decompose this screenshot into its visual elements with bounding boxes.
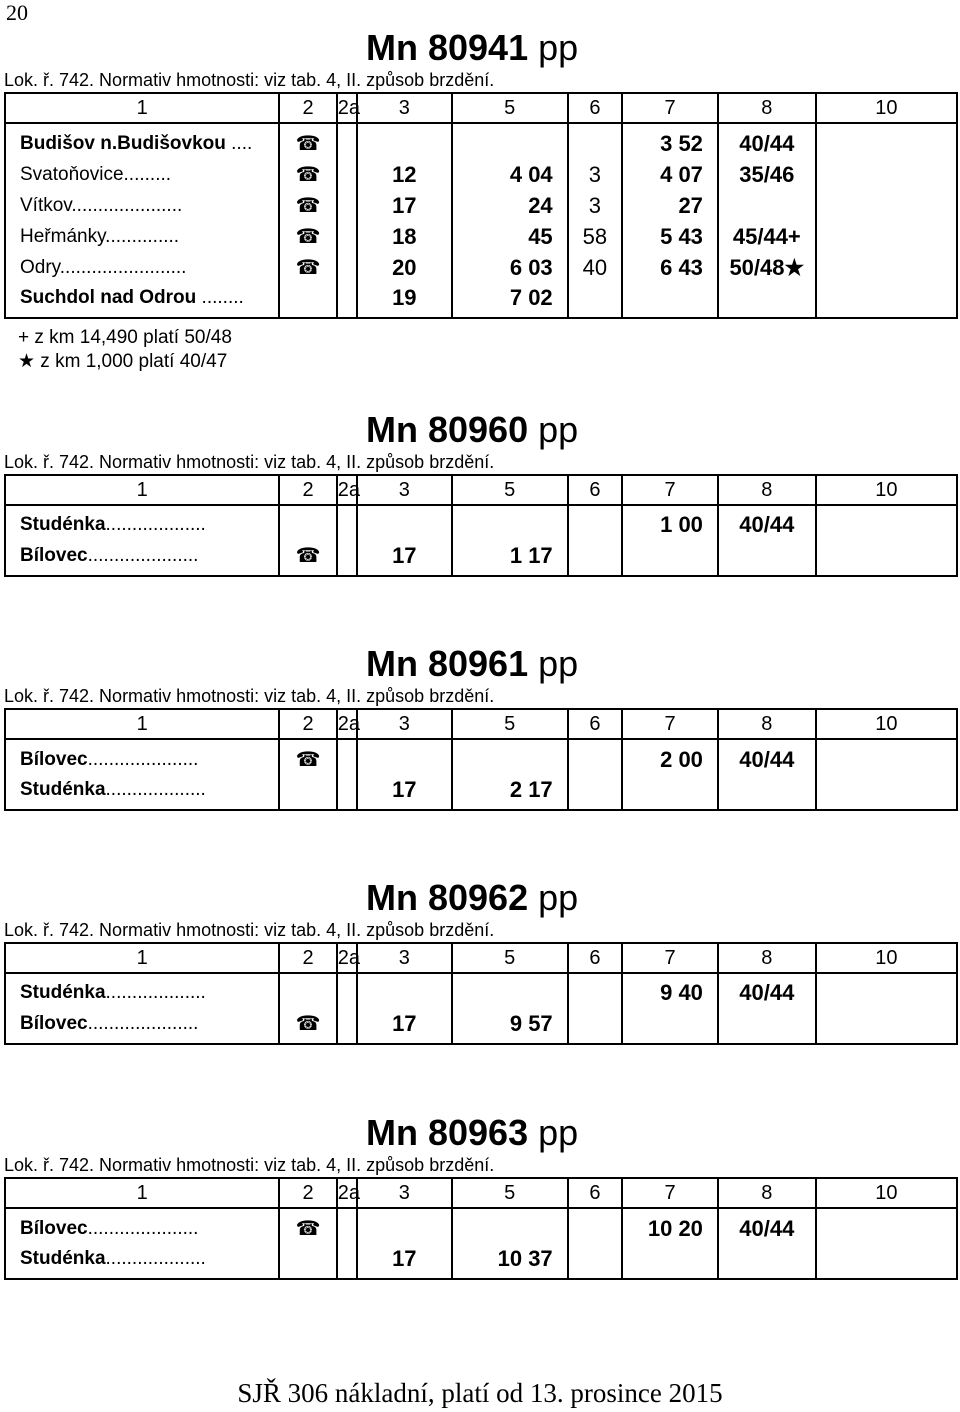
arrival-cell: 45 <box>452 221 568 252</box>
station-name: Odry <box>20 256 60 278</box>
col-2a-cell <box>337 973 357 1008</box>
train-title <box>366 644 578 684</box>
column-header: 2 <box>279 1178 336 1208</box>
train-number: Mn 80941 <box>366 27 529 68</box>
telephone-icon: ☎ <box>295 749 321 771</box>
station-cell <box>5 159 279 190</box>
arrival-cell: 9 57 <box>452 1008 568 1044</box>
col-10-cell <box>816 221 957 252</box>
departure-cell <box>622 283 718 318</box>
col-10-cell <box>816 540 957 576</box>
telephone-icon: ☎ <box>295 226 321 248</box>
timetable-table <box>4 92 958 319</box>
train-number: Mn 80961 <box>366 643 529 684</box>
column-header: 10 <box>816 709 957 739</box>
distance-cell: 20 <box>357 252 452 283</box>
phone-cell <box>279 221 336 252</box>
column-header: 2 <box>279 93 336 123</box>
arrival-cell: 1 17 <box>452 540 568 576</box>
station-name: Bílovec <box>20 1012 88 1034</box>
station-cell <box>5 252 279 283</box>
station-dots: ..................... <box>71 194 183 216</box>
table-row <box>5 221 957 252</box>
col-2a-cell <box>337 221 357 252</box>
col-10-cell <box>816 775 957 810</box>
table-row <box>5 123 957 159</box>
column-header: 6 <box>568 943 622 973</box>
speed-cell: 35/46 <box>718 159 816 190</box>
train-title <box>366 410 578 450</box>
table-row <box>5 973 957 1008</box>
station-name: Studénka <box>20 779 106 800</box>
column-header: 2a <box>337 1178 357 1208</box>
column-header: 7 <box>622 709 718 739</box>
telephone-icon: ☎ <box>295 1218 321 1240</box>
train-title <box>366 28 578 68</box>
arrival-cell <box>452 973 568 1008</box>
speed-cell: 40/44 <box>718 739 816 775</box>
station-cell <box>5 505 279 540</box>
column-header: 5 <box>452 93 568 123</box>
column-header: 2a <box>337 475 357 505</box>
station-dots: ................... <box>105 779 206 800</box>
arrival-cell <box>452 739 568 775</box>
speed-cell: 40/44 <box>718 1208 816 1244</box>
train-subtitle: Lok. ř. 742. Normativ hmotnosti: viz tab. 4, II. způsob brzdění. <box>4 452 495 472</box>
column-header: 7 <box>622 1178 718 1208</box>
col-10-cell <box>816 1008 957 1044</box>
telephone-icon: ☎ <box>295 195 321 217</box>
departure-cell: 3 52 <box>622 123 718 159</box>
stop-cell <box>568 283 622 318</box>
col-10-cell <box>816 123 957 159</box>
col-2a-cell <box>337 775 357 810</box>
column-header: 1 <box>5 93 279 123</box>
column-header: 2a <box>337 93 357 123</box>
phone-cell <box>279 505 336 540</box>
table-row <box>5 505 957 540</box>
station-cell <box>5 190 279 221</box>
station-cell <box>5 775 279 810</box>
col-2a-cell <box>337 190 357 221</box>
col-10-cell <box>816 283 957 318</box>
train-subtitle: Lok. ř. 742. Normativ hmotnosti: viz tab. 4, II. způsob brzdění. <box>4 70 495 90</box>
speed-cell: 40/44 <box>718 505 816 540</box>
col-2a-cell <box>337 540 357 576</box>
stop-cell <box>568 775 622 810</box>
timetable-table <box>4 474 958 577</box>
departure-cell: 1 00 <box>622 505 718 540</box>
col-10-cell <box>816 1208 957 1244</box>
column-header: 1 <box>5 475 279 505</box>
distance-cell: 12 <box>357 159 452 190</box>
train-suffix: pp <box>528 1112 579 1153</box>
column-header: 3 <box>357 709 452 739</box>
stop-cell: 58 <box>568 221 622 252</box>
station-cell <box>5 540 279 576</box>
station-dots: .... <box>225 132 253 154</box>
table-row <box>5 190 957 221</box>
col-2a-cell <box>337 283 357 318</box>
col-10-cell <box>816 159 957 190</box>
station-cell <box>5 1244 279 1279</box>
station-dots: ..................... <box>87 544 199 566</box>
telephone-icon: ☎ <box>295 1013 321 1035</box>
column-header: 7 <box>622 475 718 505</box>
column-header: 6 <box>568 475 622 505</box>
stop-cell: 40 <box>568 252 622 283</box>
column-header: 2 <box>279 475 336 505</box>
train-suffix: pp <box>528 27 579 68</box>
arrival-cell: 7 02 <box>452 283 568 318</box>
departure-cell <box>622 1244 718 1279</box>
column-header: 1 <box>5 709 279 739</box>
station-dots: ..................... <box>87 1012 199 1034</box>
station-cell <box>5 283 279 318</box>
speed-cell: 40/44 <box>718 973 816 1008</box>
col-10-cell <box>816 252 957 283</box>
telephone-icon: ☎ <box>295 133 321 155</box>
stop-cell <box>568 123 622 159</box>
distance-cell <box>357 973 452 1008</box>
table-row <box>5 775 957 810</box>
station-name: Bílovec <box>20 748 88 770</box>
stop-cell <box>568 739 622 775</box>
station-name: Suchdol nad Odrou <box>20 287 197 308</box>
train-subtitle: Lok. ř. 742. Normativ hmotnosti: viz tab. 4, II. způsob brzdění. <box>4 686 495 706</box>
stop-cell <box>568 1008 622 1044</box>
column-header: 8 <box>718 943 816 973</box>
speed-cell: 40/44 <box>718 123 816 159</box>
station-cell <box>5 973 279 1008</box>
col-2a-cell <box>337 1208 357 1244</box>
station-dots: .............. <box>105 225 180 247</box>
stop-cell <box>568 1244 622 1279</box>
table-row <box>5 283 957 318</box>
departure-cell <box>622 1008 718 1044</box>
station-dots: ................... <box>105 1248 206 1269</box>
station-dots: ................... <box>105 514 206 535</box>
table-row <box>5 1208 957 1244</box>
train-number: Mn 80963 <box>366 1112 529 1153</box>
arrival-cell: 10 37 <box>452 1244 568 1279</box>
stop-cell: 3 <box>568 159 622 190</box>
table-row <box>5 1244 957 1279</box>
timetable-table <box>4 708 958 811</box>
station-dots: ........................ <box>59 256 187 278</box>
column-header: 3 <box>357 1178 452 1208</box>
station-cell <box>5 123 279 159</box>
col-2a-cell <box>337 1244 357 1279</box>
arrival-cell <box>452 505 568 540</box>
stop-cell <box>568 540 622 576</box>
distance-cell: 17 <box>357 1244 452 1279</box>
phone-cell <box>279 540 336 576</box>
column-header: 5 <box>452 943 568 973</box>
phone-cell <box>279 123 336 159</box>
departure-cell: 2 00 <box>622 739 718 775</box>
col-10-cell <box>816 739 957 775</box>
departure-cell: 10 20 <box>622 1208 718 1244</box>
arrival-cell: 24 <box>452 190 568 221</box>
column-header: 7 <box>622 943 718 973</box>
column-header: 6 <box>568 709 622 739</box>
station-name: Svatoňovice <box>20 163 124 185</box>
station-cell <box>5 221 279 252</box>
col-10-cell <box>816 505 957 540</box>
column-header: 8 <box>718 475 816 505</box>
telephone-icon: ☎ <box>295 257 321 279</box>
distance-cell: 17 <box>357 1008 452 1044</box>
column-header: 5 <box>452 709 568 739</box>
train-subtitle: Lok. ř. 742. Normativ hmotnosti: viz tab. 4, II. způsob brzdění. <box>4 920 495 940</box>
station-name: Vítkov <box>20 194 72 216</box>
departure-cell: 9 40 <box>622 973 718 1008</box>
speed-cell <box>718 1008 816 1044</box>
phone-cell <box>279 190 336 221</box>
arrival-cell: 2 17 <box>452 775 568 810</box>
departure-cell: 27 <box>622 190 718 221</box>
arrival-cell: 6 03 <box>452 252 568 283</box>
distance-cell <box>357 1208 452 1244</box>
train-number: Mn 80962 <box>366 877 529 918</box>
column-header: 2a <box>337 709 357 739</box>
phone-cell <box>279 973 336 1008</box>
speed-cell <box>718 775 816 810</box>
column-header: 1 <box>5 943 279 973</box>
station-name: Budišov n.Budišovkou <box>20 132 226 154</box>
stop-cell <box>568 1208 622 1244</box>
speed-cell <box>718 283 816 318</box>
column-header: 8 <box>718 709 816 739</box>
distance-cell: 19 <box>357 283 452 318</box>
train-number: Mn 80960 <box>366 409 529 450</box>
station-dots: ..................... <box>87 748 199 770</box>
column-header: 3 <box>357 475 452 505</box>
column-header: 7 <box>622 93 718 123</box>
departure-cell <box>622 775 718 810</box>
speed-cell <box>718 190 816 221</box>
train-subtitle: Lok. ř. 742. Normativ hmotnosti: viz tab. 4, II. způsob brzdění. <box>4 1155 495 1175</box>
station-name: Studénka <box>20 514 106 535</box>
telephone-icon: ☎ <box>295 545 321 567</box>
table-row <box>5 540 957 576</box>
phone-cell <box>279 739 336 775</box>
departure-cell: 6 43 <box>622 252 718 283</box>
station-name: Studénka <box>20 982 106 1003</box>
arrival-cell <box>452 1208 568 1244</box>
footnotes <box>18 326 232 374</box>
column-header: 8 <box>718 1178 816 1208</box>
column-header: 10 <box>816 93 957 123</box>
distance-cell: 18 <box>357 221 452 252</box>
phone-cell <box>279 775 336 810</box>
departure-cell: 4 07 <box>622 159 718 190</box>
table-row <box>5 1008 957 1044</box>
page-footer: SJŘ 306 nákladní, platí od 13. prosince 2015 <box>237 1378 723 1408</box>
phone-cell <box>279 1244 336 1279</box>
train-title <box>366 1113 578 1153</box>
col-2a-cell <box>337 739 357 775</box>
col-2a-cell <box>337 159 357 190</box>
column-header: 5 <box>452 1178 568 1208</box>
phone-cell <box>279 159 336 190</box>
col-2a-cell <box>337 123 357 159</box>
departure-cell <box>622 540 718 576</box>
column-header: 1 <box>5 1178 279 1208</box>
arrival-cell: 4 04 <box>452 159 568 190</box>
column-header: 10 <box>816 475 957 505</box>
distance-cell: 17 <box>357 540 452 576</box>
col-10-cell <box>816 1244 957 1279</box>
col-2a-cell <box>337 505 357 540</box>
speed-cell: 45/44+ <box>718 221 816 252</box>
station-cell <box>5 739 279 775</box>
telephone-icon: ☎ <box>295 164 321 186</box>
station-name: Bílovec <box>20 544 88 566</box>
station-dots: ................... <box>105 982 206 1003</box>
column-header: 3 <box>357 943 452 973</box>
speed-cell: 50/48★ <box>718 252 816 283</box>
phone-cell <box>279 252 336 283</box>
distance-cell <box>357 505 452 540</box>
page-number: 20 <box>6 0 28 25</box>
train-suffix: pp <box>528 643 579 684</box>
distance-cell <box>357 123 452 159</box>
table-row <box>5 252 957 283</box>
station-dots: ......... <box>123 163 172 185</box>
stop-cell <box>568 505 622 540</box>
phone-cell <box>279 1008 336 1044</box>
column-header: 10 <box>816 943 957 973</box>
departure-cell: 5 43 <box>622 221 718 252</box>
column-header: 5 <box>452 475 568 505</box>
column-header: 2 <box>279 709 336 739</box>
phone-cell <box>279 283 336 318</box>
col-10-cell <box>816 973 957 1008</box>
distance-cell: 17 <box>357 190 452 221</box>
station-cell <box>5 1008 279 1044</box>
column-header: 2 <box>279 943 336 973</box>
column-header: 2a <box>337 943 357 973</box>
station-name: Heřmánky <box>20 225 106 247</box>
station-dots: ........ <box>196 287 244 308</box>
column-header: 6 <box>568 93 622 123</box>
table-row <box>5 159 957 190</box>
footnote: ★ z km 1,000 platí 40/47 <box>18 351 228 372</box>
column-header: 6 <box>568 1178 622 1208</box>
station-dots: ..................... <box>87 1217 199 1239</box>
arrival-cell <box>452 123 568 159</box>
stop-cell <box>568 973 622 1008</box>
col-2a-cell <box>337 252 357 283</box>
distance-cell: 17 <box>357 775 452 810</box>
train-suffix: pp <box>528 409 579 450</box>
col-10-cell <box>816 190 957 221</box>
speed-cell <box>718 540 816 576</box>
stop-cell: 3 <box>568 190 622 221</box>
phone-cell <box>279 1208 336 1244</box>
column-header: 8 <box>718 93 816 123</box>
table-row <box>5 739 957 775</box>
column-header: 10 <box>816 1178 957 1208</box>
speed-cell <box>718 1244 816 1279</box>
column-header: 3 <box>357 93 452 123</box>
station-name: Studénka <box>20 1248 106 1269</box>
distance-cell <box>357 739 452 775</box>
timetable-table <box>4 942 958 1045</box>
footnote: + z km 14,490 platí 50/48 <box>18 327 232 348</box>
station-cell <box>5 1208 279 1244</box>
train-suffix: pp <box>528 877 579 918</box>
col-2a-cell <box>337 1008 357 1044</box>
timetable-table <box>4 1177 958 1280</box>
train-title <box>366 878 578 918</box>
station-name: Bílovec <box>20 1217 88 1239</box>
